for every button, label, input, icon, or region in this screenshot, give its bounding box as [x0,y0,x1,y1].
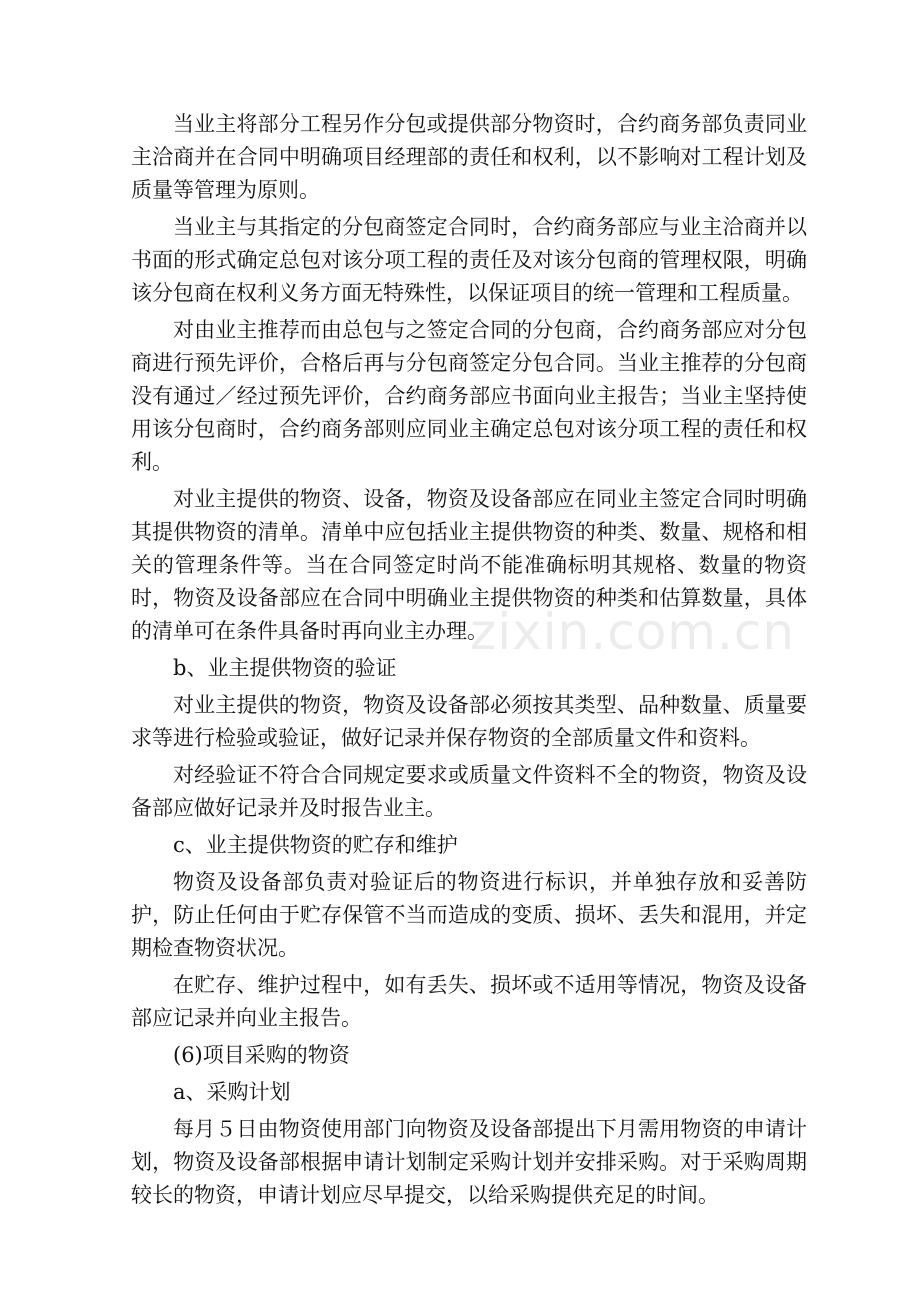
section-heading: c、业主提供物资的贮存和维护 [173,833,458,857]
section-heading: b、业主提供物资的验证 [173,656,397,680]
paragraph: 对由业主推荐而由总包与之签定合同的分包商，合约商务部应对分包商进行预先评价，合格后再与分包商签定分包合同。当业主推荐的分包商没有通过／经过预先评价，合约商务部应书面向业主报告；当业主坚持使用该分包商时，合约商务部则应同业主确定总包对该分项工程的责任和权利。 [131,318,807,474]
paragraph: 对业主提供的物资、设备，物资及设备部应在同业主签定合同时明确其提供物资的清单。清单中应包括业主提供物资的种类、数量、规格和相关的管理条件等。当在合同签定时尚不能准确标明其规格、数量的物资时，物资及设备部应在合同中明确业主提供物资的种类和估算数量，具体的清单可在条件具备时再向业主办理。 [131,487,807,643]
paragraph: 对经验证不符合合同规定要求或质量文件资料不全的物资，物资及设备部应做好记录并及时报告业主。 [131,763,807,820]
paragraph: 当业主将部分工程另作分包或提供部分物资时，合约商务部负责同业主洽商并在合同中明确项目经理部的责任和权利，以不影响对工程计划及质量等管理为原则。 [131,112,807,202]
document-body [131,108,807,1216]
section-heading: (6)项目采购的物资 [173,1043,350,1067]
paragraph: 每月５日由物资使用部门向物资及设备部提出下月需用物资的申请计划，物资及设备部根据申请计划制定采购计划并安排采购。对于采购周期较长的物资，申请计划应尽早提交，以给采购提供充足的时间。 [131,1117,807,1207]
paragraph: 对业主提供的物资，物资及设备部必须按其类型、品种数量、质量要求等进行检验或验证，做好记录并保存物资的全部质量文件和资料。 [131,693,807,750]
section-heading: a、采购计划 [173,1080,291,1104]
watermark: zixin.com.cn [470,603,796,661]
paragraph: 当业主与其指定的分包商签定合同时，合约商务部应与业主洽商并以书面的形式确定总包对该分项工程的责任及对该分包商的管理权限，明确该分包商在权利义务方面无特殊性，以保证项目的统一管理和工程质量。 [131,215,807,305]
paragraph: 在贮存、维护过程中，如有丢失、损坏或不适用等情况，物资及设备部应记录并向业主报告。 [131,973,807,1030]
paragraph: 物资及设备部负责对验证后的物资进行标识，并单独存放和妥善防护，防止任何由于贮存保管不当而造成的变质、损坏、丢失和混用，并定期检查物资状况。 [131,870,807,960]
